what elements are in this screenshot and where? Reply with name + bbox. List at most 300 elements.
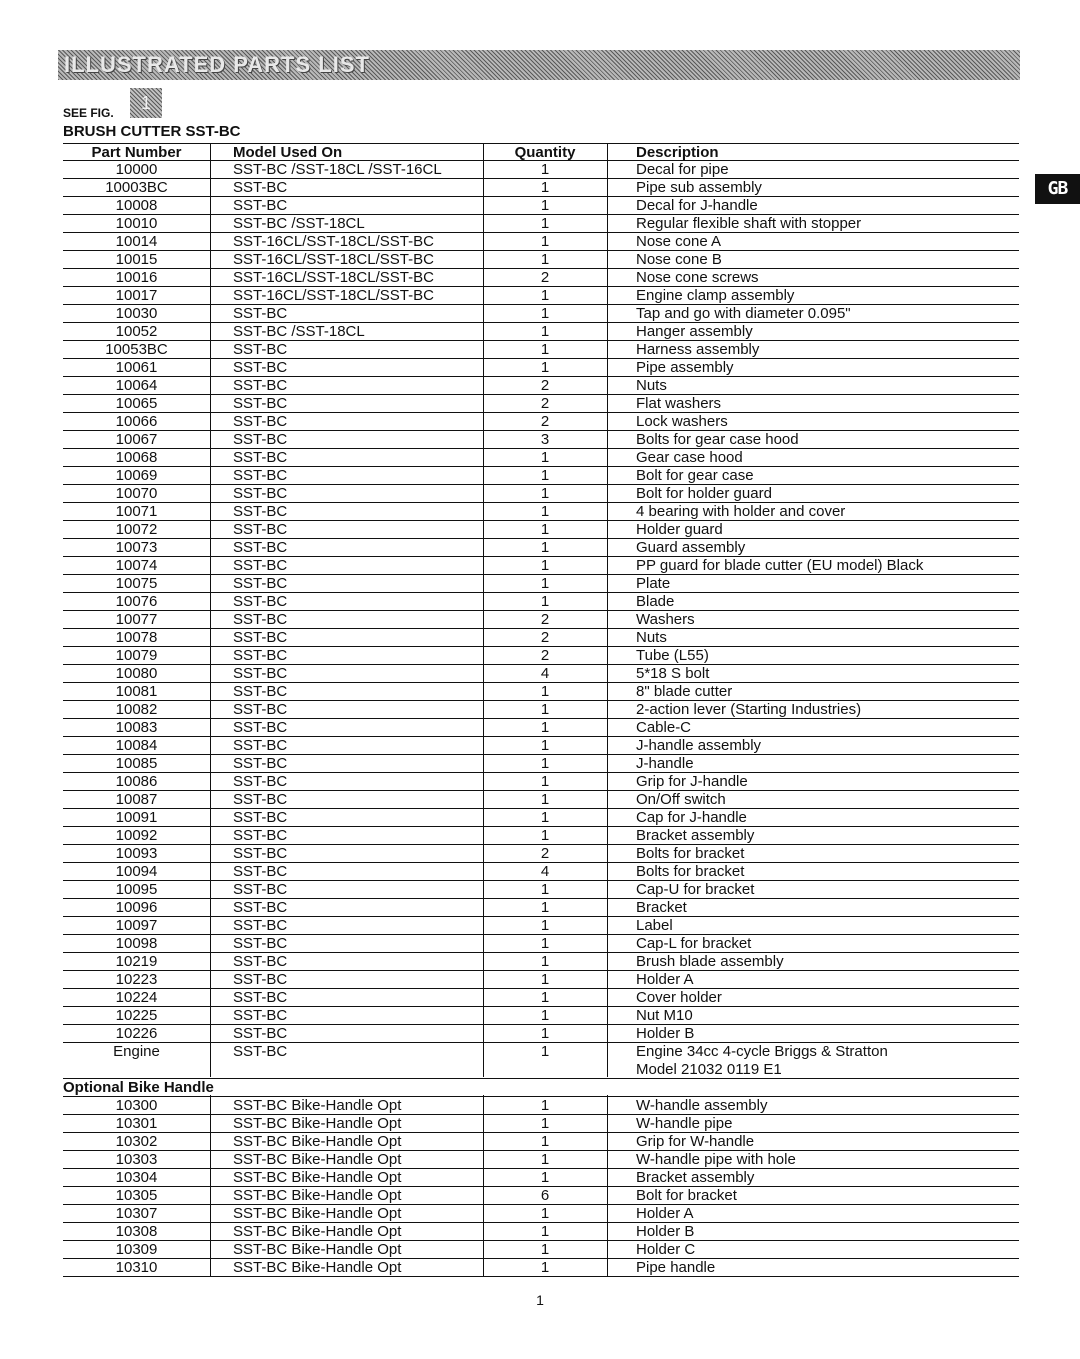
part-number-cell: 10302	[115, 1133, 158, 1150]
table-row	[63, 917, 1019, 935]
part-number-cell: 10308	[115, 1223, 158, 1240]
description-cell: Tap and go with diameter 0.095"	[636, 305, 851, 322]
part-number-cell: 10071	[115, 503, 158, 520]
part-number-cell: 10069	[115, 467, 158, 484]
table-row	[63, 593, 1019, 611]
part-number-cell: 10053BC	[105, 341, 168, 358]
quantity-cell: 1	[540, 1007, 550, 1024]
table-row	[63, 1025, 1019, 1043]
model-cell: SST-BC	[233, 935, 288, 952]
quantity-cell: 1	[540, 575, 550, 592]
part-number-cell: 10066	[115, 413, 158, 430]
table-row-engine	[63, 1043, 1019, 1079]
description-cell: Cable-C	[636, 719, 692, 736]
table-row	[63, 413, 1019, 431]
part-number-cell: 10000	[115, 161, 158, 178]
quantity-cell: 2	[540, 845, 550, 862]
description-cell: Bracket assembly	[636, 827, 755, 844]
table-row	[63, 989, 1019, 1007]
table-row	[63, 233, 1019, 251]
quantity-cell: 1	[540, 323, 550, 340]
table-row	[63, 629, 1019, 647]
model-cell: SST-BC	[233, 791, 288, 808]
quantity-cell: 2	[540, 269, 550, 286]
table-row	[63, 1259, 1019, 1277]
description-cell: Decal for J-handle	[636, 197, 758, 214]
part-number-cell: 10014	[115, 233, 158, 250]
part-number-cell: 10078	[115, 629, 158, 646]
description-cell: Grip for J-handle	[636, 773, 748, 790]
model-cell: SST-16CL/SST-18CL/SST-BC	[233, 233, 434, 250]
part-number-cell: 10226	[115, 1025, 158, 1042]
banner-title: ILLUSTRATED PARTS LIST	[64, 52, 370, 77]
part-number-cell: 10052	[115, 323, 158, 340]
quantity-cell: 1	[540, 1169, 550, 1186]
model-cell: SST-BC	[233, 1025, 288, 1042]
part-number-cell: 10093	[115, 845, 158, 862]
table-row	[63, 701, 1019, 719]
description-cell: Holder C	[636, 1241, 696, 1258]
quantity-cell: 1	[540, 341, 550, 358]
table-row	[63, 1151, 1019, 1169]
table-row	[63, 485, 1019, 503]
quantity-cell: 1	[540, 485, 550, 502]
table-row	[63, 1133, 1019, 1151]
table-row	[63, 953, 1019, 971]
description-cell: Guard assembly	[636, 539, 746, 556]
model-cell: SST-BC	[233, 863, 288, 880]
model-cell: SST-BC	[233, 359, 288, 376]
part-number-cell: 10092	[115, 827, 158, 844]
quantity-cell: 1	[540, 503, 550, 520]
page-number: 1	[536, 1292, 544, 1308]
description-cell: J-handle assembly	[636, 737, 762, 754]
description-cell: Decal for pipe	[636, 161, 729, 178]
description-cell: Bracket	[636, 899, 687, 916]
quantity-cell: 1	[540, 719, 550, 736]
part-number-cell: 10016	[115, 269, 158, 286]
description-cell: W-handle assembly	[636, 1097, 768, 1114]
quantity-cell: 1	[540, 521, 550, 538]
table-row	[63, 773, 1019, 791]
description-line-2: Model 21032 0119 E1	[636, 1061, 782, 1078]
part-number-cell: 10010	[115, 215, 158, 232]
description-cell: Cap for J-handle	[636, 809, 747, 826]
quantity-cell: 1	[540, 899, 550, 916]
model-cell: SST-BC Bike-Handle Opt	[233, 1223, 402, 1240]
table-row	[63, 719, 1019, 737]
description-cell: Pipe assembly	[636, 359, 734, 376]
section-title: BRUSH CUTTER SST-BC	[63, 123, 241, 140]
model-cell: SST-BC	[233, 683, 288, 700]
description-cell: Bracket assembly	[636, 1169, 755, 1186]
description-line-1: Engine 34cc 4-cycle Briggs & Stratton	[636, 1043, 888, 1060]
description-cell: Nut M10	[636, 1007, 693, 1024]
part-number-cell: 10061	[115, 359, 158, 376]
quantity-cell: 1	[540, 593, 550, 610]
part-number-cell: 10095	[115, 881, 158, 898]
table-row	[63, 305, 1019, 323]
main-rows	[63, 161, 1019, 1043]
quantity-cell: 2	[540, 413, 550, 430]
model-cell: SST-BC	[233, 539, 288, 556]
description-cell: Engine clamp assembly	[636, 287, 795, 304]
quantity-cell: 1	[540, 773, 550, 790]
table-row	[63, 197, 1019, 215]
quantity-cell: 4	[540, 863, 550, 880]
table-row	[63, 845, 1019, 863]
model-cell: SST-BC	[233, 413, 288, 430]
table-row	[63, 359, 1019, 377]
table-header	[63, 143, 1019, 161]
description-cell: Holder B	[636, 1025, 695, 1042]
quantity-cell: 1	[540, 1223, 550, 1240]
description-cell	[636, 1043, 1019, 1079]
table-row	[63, 215, 1019, 233]
description-cell: Hanger assembly	[636, 323, 753, 340]
quantity-cell: 2	[540, 611, 550, 628]
quantity-cell: 1	[540, 449, 550, 466]
description-cell: Bolts for bracket	[636, 845, 745, 862]
quantity-cell: 1	[540, 1097, 550, 1114]
model-cell: SST-BC	[233, 647, 288, 664]
description-cell: Holder B	[636, 1223, 695, 1240]
description-cell: Blade	[636, 593, 675, 610]
model-cell: SST-BC Bike-Handle Opt	[233, 1187, 402, 1204]
description-cell: Nose cone screws	[636, 269, 759, 286]
quantity-cell: 1	[540, 935, 550, 952]
part-number-cell: 10065	[115, 395, 158, 412]
model-cell: SST-BC	[233, 989, 288, 1006]
table-row	[63, 1007, 1019, 1025]
part-number-cell: 10067	[115, 431, 158, 448]
quantity-cell: 2	[540, 395, 550, 412]
part-number-cell: 10070	[115, 485, 158, 502]
quantity-cell: 1	[540, 989, 550, 1006]
part-number-cell: 10082	[115, 701, 158, 718]
quantity-cell: 2	[540, 647, 550, 664]
part-number-cell: 10310	[115, 1259, 158, 1276]
quantity-cell: 1	[540, 1259, 550, 1276]
description-cell: On/Off switch	[636, 791, 726, 808]
column-header-model: Model Used On	[233, 144, 343, 161]
model-cell: SST-BC	[233, 917, 288, 934]
optional-rows	[63, 1097, 1019, 1277]
table-row	[63, 647, 1019, 665]
description-cell: Nose cone B	[636, 251, 722, 268]
part-number-cell: 10008	[115, 197, 158, 214]
part-number-cell: 10072	[115, 521, 158, 538]
part-number-cell: 10079	[115, 647, 158, 664]
model-cell: SST-BC	[233, 341, 288, 358]
model-cell: SST-BC	[233, 179, 288, 196]
quantity-cell: 3	[540, 431, 550, 448]
description-cell: 8" blade cutter	[636, 683, 733, 700]
part-number-cell: 10083	[115, 719, 158, 736]
part-number-cell: 10074	[115, 557, 158, 574]
description-cell: Tube (L55)	[636, 647, 709, 664]
model-cell: SST-BC	[233, 809, 288, 826]
quantity-cell: 4	[540, 665, 550, 682]
description-cell: W-handle pipe	[636, 1115, 733, 1132]
table-row	[63, 377, 1019, 395]
quantity-cell: 2	[540, 629, 550, 646]
column-header-part-number: Part Number	[91, 144, 182, 161]
quantity-cell: 1	[540, 539, 550, 556]
model-cell: SST-BC	[233, 629, 288, 646]
quantity-cell: 1	[540, 233, 550, 250]
quantity-cell: 1	[540, 683, 550, 700]
part-number-cell: 10219	[115, 953, 158, 970]
table-row	[63, 863, 1019, 881]
table-row	[63, 341, 1019, 359]
model-cell: SST-16CL/SST-18CL/SST-BC	[233, 251, 434, 268]
part-number-cell: 10224	[115, 989, 158, 1006]
description-cell: J-handle	[636, 755, 694, 772]
description-cell: Harness assembly	[636, 341, 760, 358]
description-cell: Bolt for gear case	[636, 467, 754, 484]
section-banner	[58, 50, 1020, 80]
model-cell: SST-BC	[233, 773, 288, 790]
table-row	[63, 611, 1019, 629]
quantity-cell: 1	[540, 1205, 550, 1222]
part-number-cell: 10094	[115, 863, 158, 880]
part-number-cell: 10301	[115, 1115, 158, 1132]
model-cell: SST-BC	[233, 845, 288, 862]
model-cell: SST-BC	[233, 827, 288, 844]
quantity-cell: 2	[540, 377, 550, 394]
see-fig-label: SEE FIG.	[63, 106, 114, 120]
part-number-cell: 10073	[115, 539, 158, 556]
description-cell: 2-action lever (Starting Industries)	[636, 701, 862, 718]
description-cell: Gear case hood	[636, 449, 743, 466]
model-cell: SST-BC	[233, 953, 288, 970]
table-row	[63, 971, 1019, 989]
model-cell: SST-BC	[233, 503, 288, 520]
model-cell: SST-BC	[233, 305, 288, 322]
part-number-cell: 10015	[115, 251, 158, 268]
model-cell: SST-BC /SST-18CL	[233, 323, 365, 340]
part-number-cell: 10305	[115, 1187, 158, 1204]
part-number-cell: 10309	[115, 1241, 158, 1258]
part-number-cell: 10075	[115, 575, 158, 592]
model-cell: SST-BC	[233, 521, 288, 538]
description-cell: Regular flexible shaft with stopper	[636, 215, 862, 232]
description-cell: Holder guard	[636, 521, 723, 538]
model-cell: SST-BC	[233, 899, 288, 916]
description-cell: Grip for W-handle	[636, 1133, 755, 1150]
quantity-cell: 1	[540, 557, 550, 574]
description-cell: Bolts for gear case hood	[636, 431, 799, 448]
part-number-cell: 10003BC	[105, 179, 168, 196]
table-row	[63, 1241, 1019, 1259]
table-row	[63, 179, 1019, 197]
table-row	[63, 467, 1019, 485]
table-row	[63, 251, 1019, 269]
model-cell: SST-BC /SST-18CL	[233, 215, 365, 232]
table-row	[63, 1205, 1019, 1223]
table-row	[63, 881, 1019, 899]
table-row	[63, 1223, 1019, 1241]
description-cell: Label	[636, 917, 673, 934]
model-cell: SST-BC	[233, 593, 288, 610]
model-cell: SST-BC	[233, 557, 288, 574]
model-cell: SST-BC Bike-Handle Opt	[233, 1097, 402, 1114]
table-row	[63, 737, 1019, 755]
quantity-cell: 1	[540, 791, 550, 808]
model-cell: SST-BC	[233, 197, 288, 214]
part-number-cell: 10300	[115, 1097, 158, 1114]
model-cell: SST-BC	[233, 395, 288, 412]
part-number-cell: 10097	[115, 917, 158, 934]
model-cell: SST-BC	[233, 665, 288, 682]
quantity-cell: 1	[540, 917, 550, 934]
model-cell: SST-BC	[233, 881, 288, 898]
quantity-cell: 1	[540, 1133, 550, 1150]
description-cell: Cap-L for bracket	[636, 935, 752, 952]
description-cell: Cover holder	[636, 989, 722, 1006]
quantity-cell: 1	[540, 197, 550, 214]
part-number-cell: 10225	[115, 1007, 158, 1024]
description-cell: Washers	[636, 611, 695, 628]
description-cell: Bolt for holder guard	[636, 485, 772, 502]
model-cell: SST-BC	[233, 377, 288, 394]
parts-table	[63, 143, 1019, 1277]
quantity-cell: 1	[540, 1241, 550, 1258]
model-cell: SST-BC	[233, 431, 288, 448]
part-number-cell: 10307	[115, 1205, 158, 1222]
table-row	[63, 503, 1019, 521]
part-number-cell: Engine	[113, 1043, 160, 1060]
model-cell: SST-16CL/SST-18CL/SST-BC	[233, 287, 434, 304]
part-number-cell: 10084	[115, 737, 158, 754]
part-number-cell: 10086	[115, 773, 158, 790]
description-cell: Bolts for bracket	[636, 863, 745, 880]
model-cell: SST-BC Bike-Handle Opt	[233, 1133, 402, 1150]
table-row	[63, 791, 1019, 809]
model-cell: SST-BC	[233, 449, 288, 466]
table-row	[63, 899, 1019, 917]
table-row	[63, 557, 1019, 575]
description-cell: Holder A	[636, 1205, 694, 1222]
table-row	[63, 539, 1019, 557]
model-cell: SST-BC	[233, 701, 288, 718]
model-cell: SST-BC	[233, 1007, 288, 1024]
part-number-cell: 10098	[115, 935, 158, 952]
model-cell: SST-BC Bike-Handle Opt	[233, 1151, 402, 1168]
part-number-cell: 10081	[115, 683, 158, 700]
quantity-cell: 1	[540, 737, 550, 754]
table-row	[63, 323, 1019, 341]
part-number-cell: 10068	[115, 449, 158, 466]
quantity-cell: 1	[540, 1025, 550, 1042]
table-row	[63, 161, 1019, 179]
part-number-cell: 10091	[115, 809, 158, 826]
table-row	[63, 269, 1019, 287]
model-cell: SST-16CL/SST-18CL/SST-BC	[233, 269, 434, 286]
quantity-cell: 1	[540, 287, 550, 304]
model-cell: SST-BC	[233, 971, 288, 988]
table-row	[63, 521, 1019, 539]
quantity-cell: 1	[540, 755, 550, 772]
part-number-cell: 10303	[115, 1151, 158, 1168]
table-row	[63, 1187, 1019, 1205]
table-row	[63, 449, 1019, 467]
optional-section-title: Optional Bike Handle	[63, 1079, 1019, 1097]
part-number-cell: 10064	[115, 377, 158, 394]
description-cell: Bolt for bracket	[636, 1187, 737, 1204]
model-cell: SST-BC	[233, 611, 288, 628]
quantity-cell: 1	[540, 467, 550, 484]
description-cell: Nuts	[636, 377, 667, 394]
model-cell: SST-BC	[233, 467, 288, 484]
table-row	[63, 1115, 1019, 1133]
table-row	[63, 287, 1019, 305]
table-row	[63, 1169, 1019, 1187]
description-cell: 4 bearing with holder and cover	[636, 503, 846, 520]
quantity-cell: 6	[540, 1187, 550, 1204]
table-row	[63, 431, 1019, 449]
column-header-description: Description	[636, 144, 719, 161]
model-cell: SST-BC Bike-Handle Opt	[233, 1259, 402, 1276]
part-number-cell: 10076	[115, 593, 158, 610]
quantity-cell: 1	[540, 1151, 550, 1168]
quantity-cell: 1	[540, 953, 550, 970]
part-number-cell: 10085	[115, 755, 158, 772]
part-number-cell: 10030	[115, 305, 158, 322]
model-cell: SST-BC	[233, 485, 288, 502]
part-number-cell: 10223	[115, 971, 158, 988]
part-number-cell: 10304	[115, 1169, 158, 1186]
part-number-cell: 10096	[115, 899, 158, 916]
quantity-cell: 1	[540, 251, 550, 268]
quantity-cell: 1	[540, 827, 550, 844]
description-cell: Plate	[636, 575, 671, 592]
quantity-cell: 1	[540, 179, 550, 196]
model-cell: SST-BC	[233, 755, 288, 772]
description-cell: Flat washers	[636, 395, 722, 412]
model-cell: SST-BC Bike-Handle Opt	[233, 1205, 402, 1222]
quantity-cell: 1	[540, 161, 550, 178]
description-cell: Nose cone A	[636, 233, 722, 250]
model-cell: SST-BC Bike-Handle Opt	[233, 1169, 402, 1186]
quantity-cell: 1	[540, 1115, 550, 1132]
description-cell: W-handle pipe with hole	[636, 1151, 796, 1168]
quantity-cell: 1	[540, 1043, 550, 1060]
model-cell: SST-BC	[233, 1043, 288, 1060]
description-cell: Pipe sub assembly	[636, 179, 762, 196]
part-number-cell: 10017	[115, 287, 158, 304]
table-row	[63, 1097, 1019, 1115]
quantity-cell: 1	[540, 305, 550, 322]
table-row	[63, 809, 1019, 827]
description-cell: Brush blade assembly	[636, 953, 784, 970]
model-cell: SST-BC	[233, 719, 288, 736]
table-row	[63, 827, 1019, 845]
part-number-cell: 10080	[115, 665, 158, 682]
table-row	[63, 665, 1019, 683]
table-row	[63, 683, 1019, 701]
part-number-cell: 10087	[115, 791, 158, 808]
quantity-cell: 1	[540, 881, 550, 898]
quantity-cell: 1	[540, 701, 550, 718]
description-cell: Cap-U for bracket	[636, 881, 755, 898]
model-cell: SST-BC	[233, 737, 288, 754]
part-number-cell: 10077	[115, 611, 158, 628]
table-row	[63, 395, 1019, 413]
model-cell: SST-BC Bike-Handle Opt	[233, 1115, 402, 1132]
figure-number-badge: 1	[130, 88, 162, 118]
